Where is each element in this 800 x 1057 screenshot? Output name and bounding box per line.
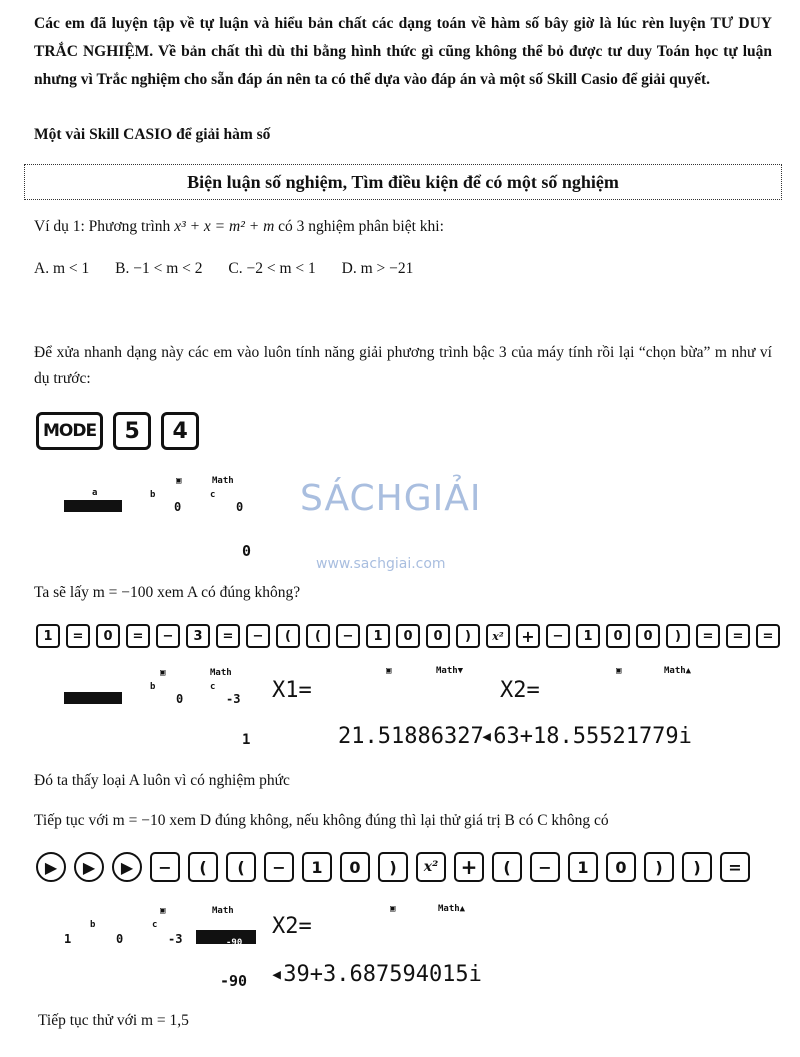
key: 0 xyxy=(606,624,630,648)
key: 1 xyxy=(568,852,598,882)
key: ) xyxy=(682,852,712,882)
screen3-math-up: Math▲ xyxy=(438,904,466,914)
key: 0 xyxy=(96,624,120,648)
key: ( xyxy=(492,852,522,882)
screen3-a-value: 1 xyxy=(64,932,72,946)
key: 0 xyxy=(426,624,450,648)
screen1-b-label: b xyxy=(150,490,156,500)
intro-paragraph: Các em đã luyện tập về tự luận và hiểu bản chất các dạng toán về hàm số bây giờ là lúc rèn luyện TƯ DUY TRẮC NGHIỆM. Về bản chất thì dù thi bằng hình thức gì cũng không thể bỏ được tư duy Toán học tự luận nhưng vì Trắc nghiệm cho sẵn đáp án nên ta có thể dựa vào đáp án và một số Skill Casio để giải quyết. xyxy=(34,15,772,88)
example-suffix: có 3 nghiệm phân biệt khi: xyxy=(278,218,444,235)
key: ) xyxy=(666,624,690,648)
try-m-1-5: Tiếp tục thử với m = 1,5 xyxy=(38,1012,189,1029)
key: ( xyxy=(306,624,330,648)
key: 3 xyxy=(186,624,210,648)
example-prefix: Ví dụ 1: Phương trình xyxy=(34,218,171,235)
key: ) xyxy=(644,852,674,882)
key: = xyxy=(726,624,750,648)
instruction-paragraph: Để xửa nhanh dạng này các em vào luôn tính năng giải phương trình bậc 3 của máy tính rồi lại “chọn bừa” m như ví dụ trước: xyxy=(34,344,772,387)
calc-screen-1 xyxy=(64,470,294,570)
screen2-indicator-icon: ▣ xyxy=(160,668,166,678)
example-1 xyxy=(34,218,444,236)
key: 1 xyxy=(36,624,60,648)
key: 1 xyxy=(302,852,332,882)
key: 1 xyxy=(366,624,390,648)
screen2-math: Math xyxy=(210,668,232,678)
option-a: A. m < 1 xyxy=(34,260,90,277)
screen3-d-display: -90 xyxy=(220,972,248,990)
screen2-x2-label: X2= xyxy=(500,678,540,703)
screen3-x2-label: X2= xyxy=(272,914,312,939)
key: = xyxy=(756,624,780,648)
screen1-d-value: 0 xyxy=(242,542,252,560)
key: x² xyxy=(486,624,510,648)
watermark-brand: SÁCHGIẢI xyxy=(300,478,482,519)
option-c: C. −2 < m < 1 xyxy=(228,260,316,277)
screen1-c-label: c xyxy=(210,490,216,500)
key-4: 4 xyxy=(161,412,199,450)
screen3-b-value: 0 xyxy=(116,932,124,946)
key: ) xyxy=(456,624,480,648)
key: − xyxy=(546,624,570,648)
key-sequence-1 xyxy=(36,624,780,648)
banner-title: Biện luận số nghiệm, Tìm điều kiện để có một số nghiệm xyxy=(187,171,619,192)
right-arrow-key: ▶ xyxy=(36,852,66,882)
key: − xyxy=(156,624,180,648)
key: ( xyxy=(276,624,300,648)
screen2-cursor-block xyxy=(64,692,122,704)
screen2-indicator-icon-3: ▣ xyxy=(616,666,622,676)
screen1-math: Math xyxy=(212,476,234,486)
try-m-minus-10: Tiếp tục với m = −10 xem D đúng không, nếu không đúng thì lại thử giá trị B có C không có xyxy=(34,812,609,829)
screen2-b-label: b xyxy=(150,682,156,692)
mode-key: MODE xyxy=(36,412,103,450)
screen2-x1-label: X1= xyxy=(272,678,312,703)
screen3-indicator-icon: ▣ xyxy=(160,906,166,916)
key: = xyxy=(66,624,90,648)
screen2-c-value: -3 xyxy=(226,692,241,706)
key: − xyxy=(336,624,360,648)
key: = xyxy=(720,852,750,882)
key: = xyxy=(696,624,720,648)
key: 1 xyxy=(576,624,600,648)
key: − xyxy=(264,852,294,882)
key: = xyxy=(216,624,240,648)
screen3-c-label: c xyxy=(152,920,158,930)
screen3-b-label: b xyxy=(90,920,96,930)
screen2-b-value: 0 xyxy=(176,692,184,706)
calc-screen-3 xyxy=(64,902,664,994)
example-equation: x³ + x = m² + m xyxy=(174,218,275,235)
key: x² xyxy=(416,852,446,882)
watermark-url: www.sachgiai.com xyxy=(316,556,446,572)
topic-banner xyxy=(24,164,782,200)
calc-screen-2 xyxy=(64,664,744,756)
screen3-x2-value: ◂39+3.687594015i xyxy=(270,962,482,987)
screen2-x2-value: ◂63+18.55521779i xyxy=(480,724,692,749)
screen2-x1-value: 21.51886327 xyxy=(338,724,484,749)
key: 0 xyxy=(340,852,370,882)
screen3-indicator-icon-2: ▣ xyxy=(390,904,396,914)
screen2-c-label: c xyxy=(210,682,216,692)
screen2-d-value: 1 xyxy=(242,732,251,748)
key: ( xyxy=(226,852,256,882)
try-m-minus-100: Ta sẽ lấy m = −100 xem A có đúng không? xyxy=(34,584,301,601)
answer-options xyxy=(34,260,435,278)
key-5: 5 xyxy=(113,412,151,450)
key: 0 xyxy=(606,852,636,882)
key: = xyxy=(126,624,150,648)
complex-root-note: Đó ta thấy loại A luôn vì có nghiệm phức xyxy=(34,772,290,789)
mode-key-sequence xyxy=(36,412,199,450)
key: + xyxy=(454,852,484,882)
key: 0 xyxy=(396,624,420,648)
screen1-cursor-block xyxy=(64,500,122,512)
right-arrow-key: ▶ xyxy=(112,852,142,882)
section-subheading: Một vài Skill CASIO để giải hàm số xyxy=(34,126,271,143)
screen3-math: Math xyxy=(212,906,234,916)
screen3-c-value: -3 xyxy=(168,932,183,946)
screen1-indicator-icon: ▣ xyxy=(176,476,182,486)
key: 0 xyxy=(636,624,660,648)
screen2-math-down: Math▼ xyxy=(436,666,464,676)
key: − xyxy=(150,852,180,882)
screen2-math-up: Math▲ xyxy=(664,666,692,676)
screen1-b-value: 0 xyxy=(174,500,182,514)
key: − xyxy=(530,852,560,882)
key: + xyxy=(516,624,540,648)
screen1-a-label: a xyxy=(92,488,98,498)
key: ( xyxy=(188,852,218,882)
right-arrow-key: ▶ xyxy=(74,852,104,882)
key-sequence-2 xyxy=(36,852,750,882)
key: − xyxy=(246,624,270,648)
option-b: B. −1 < m < 2 xyxy=(115,260,203,277)
option-d: D. m > −21 xyxy=(341,260,414,277)
screen2-indicator-icon-2: ▣ xyxy=(386,666,392,676)
screen1-c-value: 0 xyxy=(236,500,244,514)
screen3-cursor-block: -90 xyxy=(196,930,256,944)
key: ) xyxy=(378,852,408,882)
